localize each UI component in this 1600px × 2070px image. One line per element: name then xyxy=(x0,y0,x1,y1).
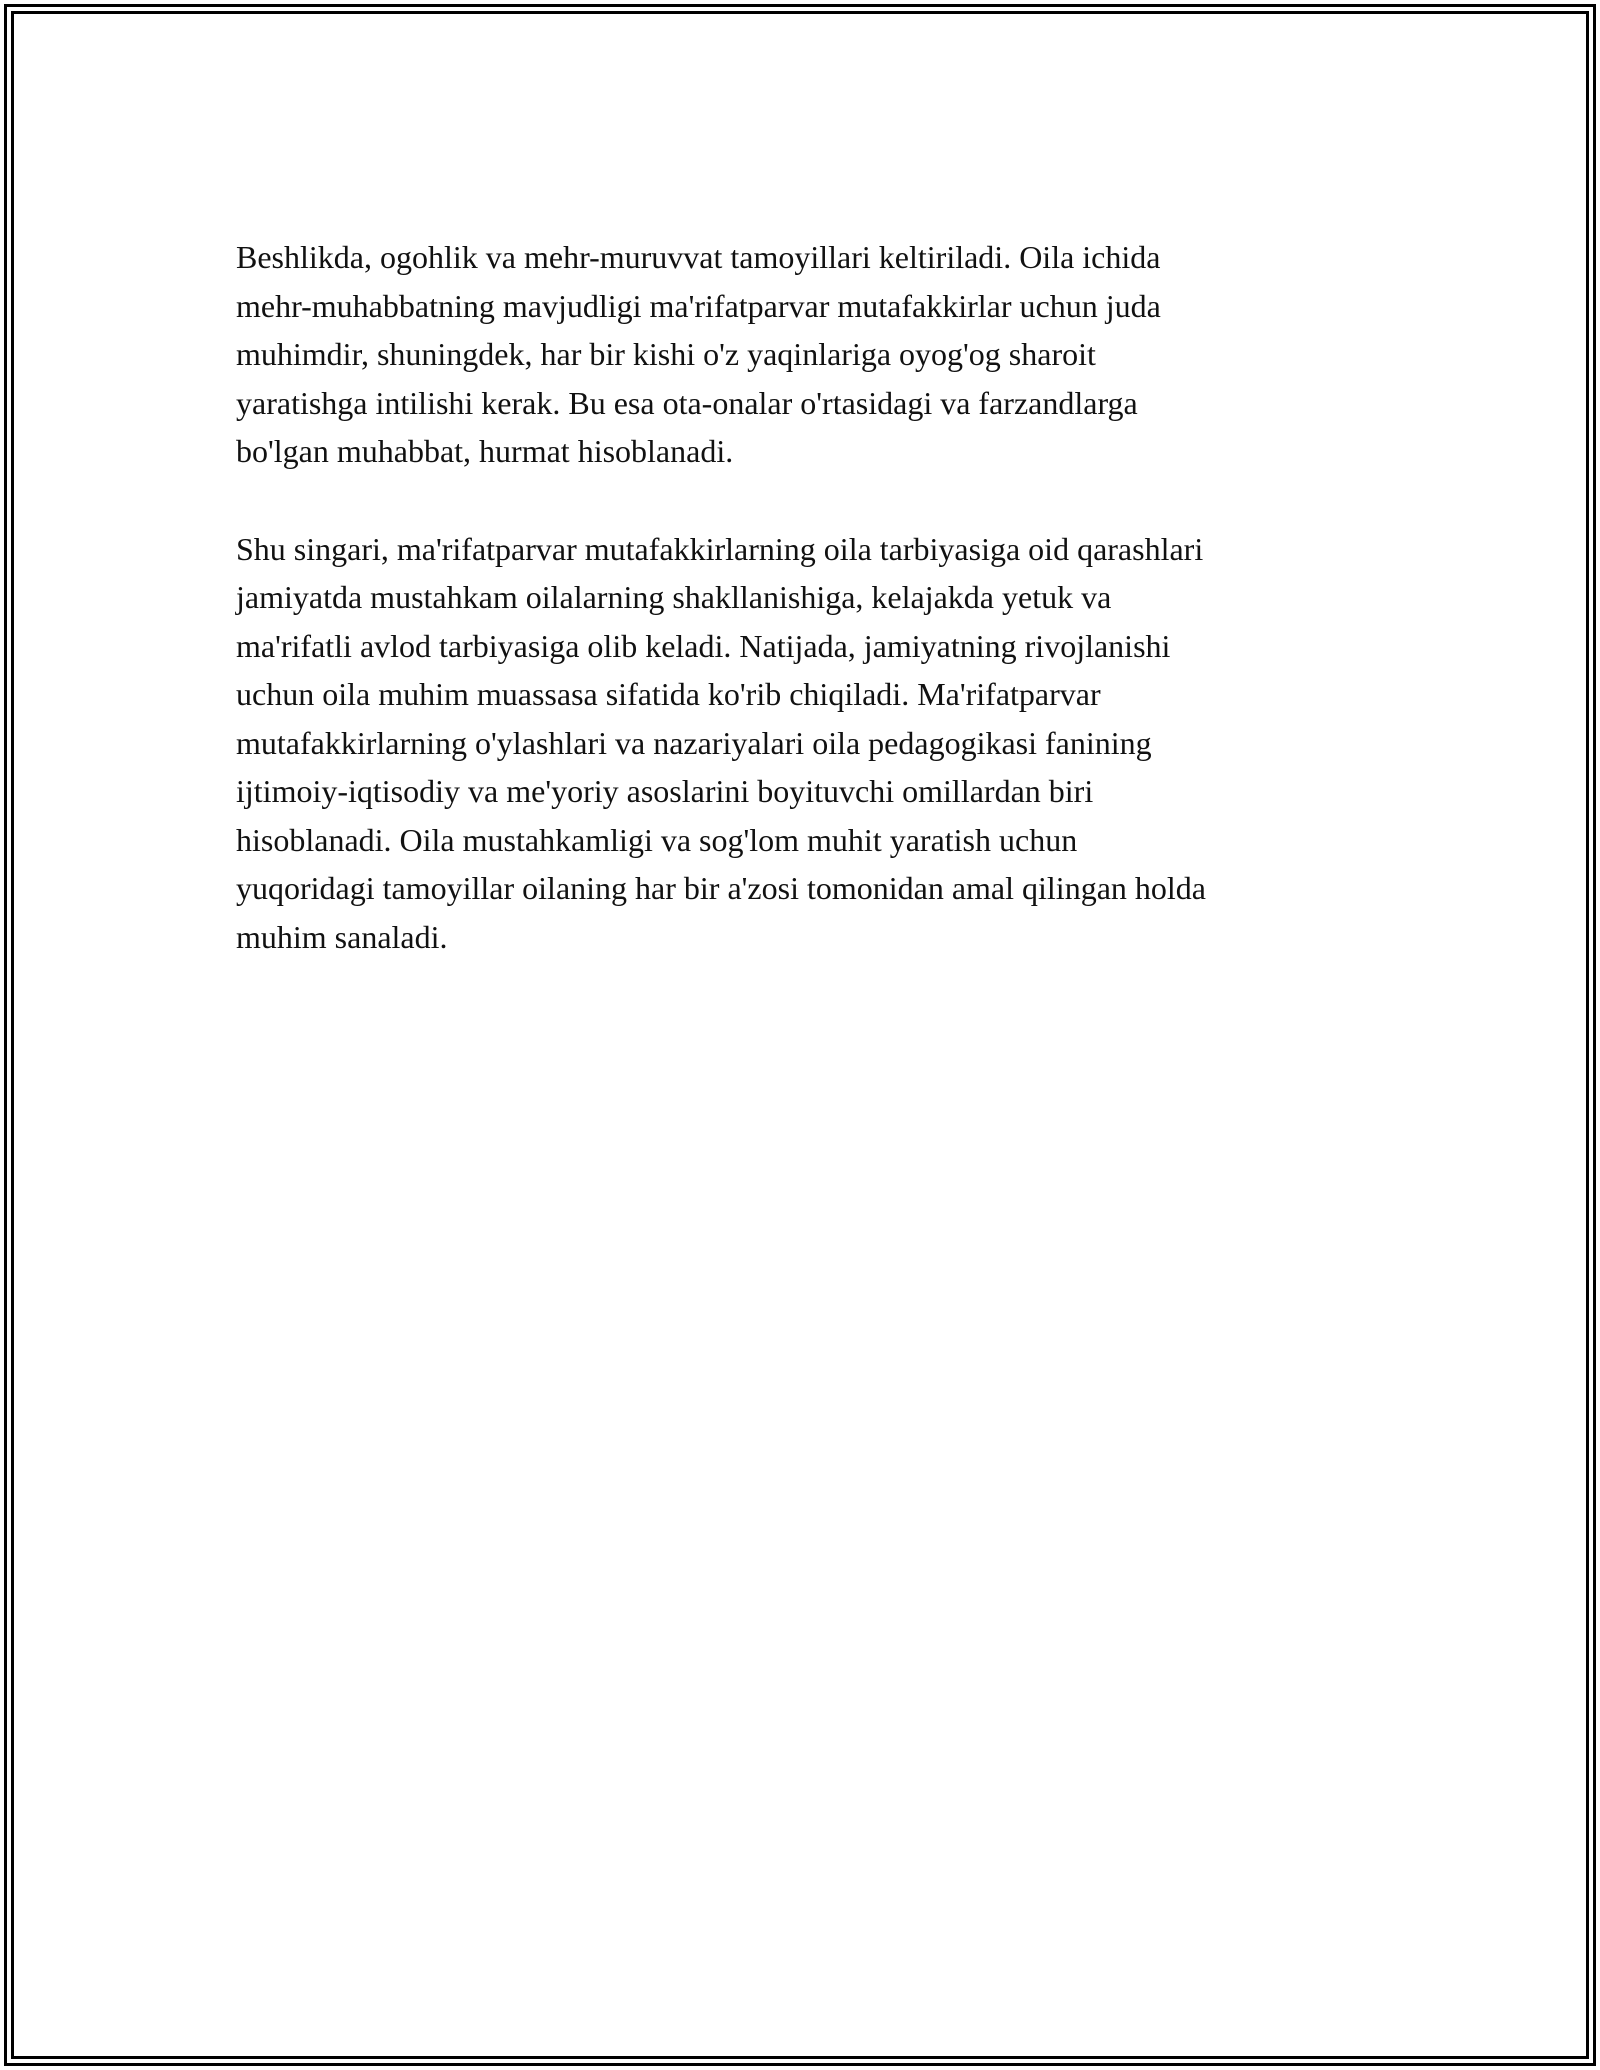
text-line: hisoblanadi. Oila mustahkamligi va sog'lom muhit yaratish uchun xyxy=(236,821,1078,858)
paragraph-2 xyxy=(236,525,1376,962)
text-line: mehr-muhabbatning mavjudligi ma'rifatparvar mutafakkirlar uchun juda xyxy=(236,287,1161,324)
text-line: mutafakkirlarning o'ylashlari va nazariyalari oila pedagogikasi fanining xyxy=(236,724,1152,761)
text-line: bo'lgan muhabbat, hurmat hisoblanadi. xyxy=(236,433,734,469)
text-line: Beshlikda, ogohlik va mehr-muruvvat tamoyillari keltiriladi. Oila ichida xyxy=(236,239,1161,275)
document-body xyxy=(236,233,1376,1010)
paragraph-1 xyxy=(236,233,1376,476)
text-line: ijtimoiy-iqtisodiy va me'yoriy asoslarini boyituvchi omillardan biri xyxy=(236,773,1094,809)
text-line: muhimdir, shuningdek, har bir kishi o'z yaqinlariga oyog'og sharoit xyxy=(236,336,1096,372)
text-line: ma'rifatli avlod tarbiyasiga olib keladi. Natijada, jamiyatning rivojlanishi xyxy=(236,627,1171,664)
text-line: yuqoridagi tamoyillar oilaning har bir a'zosi tomonidan amal qilingan holda xyxy=(236,870,1206,906)
text-line: jamiyatda mustahkam oilalarning shakllanishiga, kelajakda yetuk va xyxy=(236,579,1112,615)
text-line: yaratishga intilishi kerak. Bu esa ota-onalar o'rtasidagi va farzandlarga xyxy=(236,384,1138,421)
text-line: uchun oila muhim muassasa sifatida ko'rib chiqiladi. Ma'rifatparvar xyxy=(236,676,1101,712)
text-line: muhim sanaladi. xyxy=(236,918,448,955)
text-line: Shu singari, ma'rifatparvar mutafakkirlarning oila tarbiyasiga oid qarashlari xyxy=(236,530,1204,567)
